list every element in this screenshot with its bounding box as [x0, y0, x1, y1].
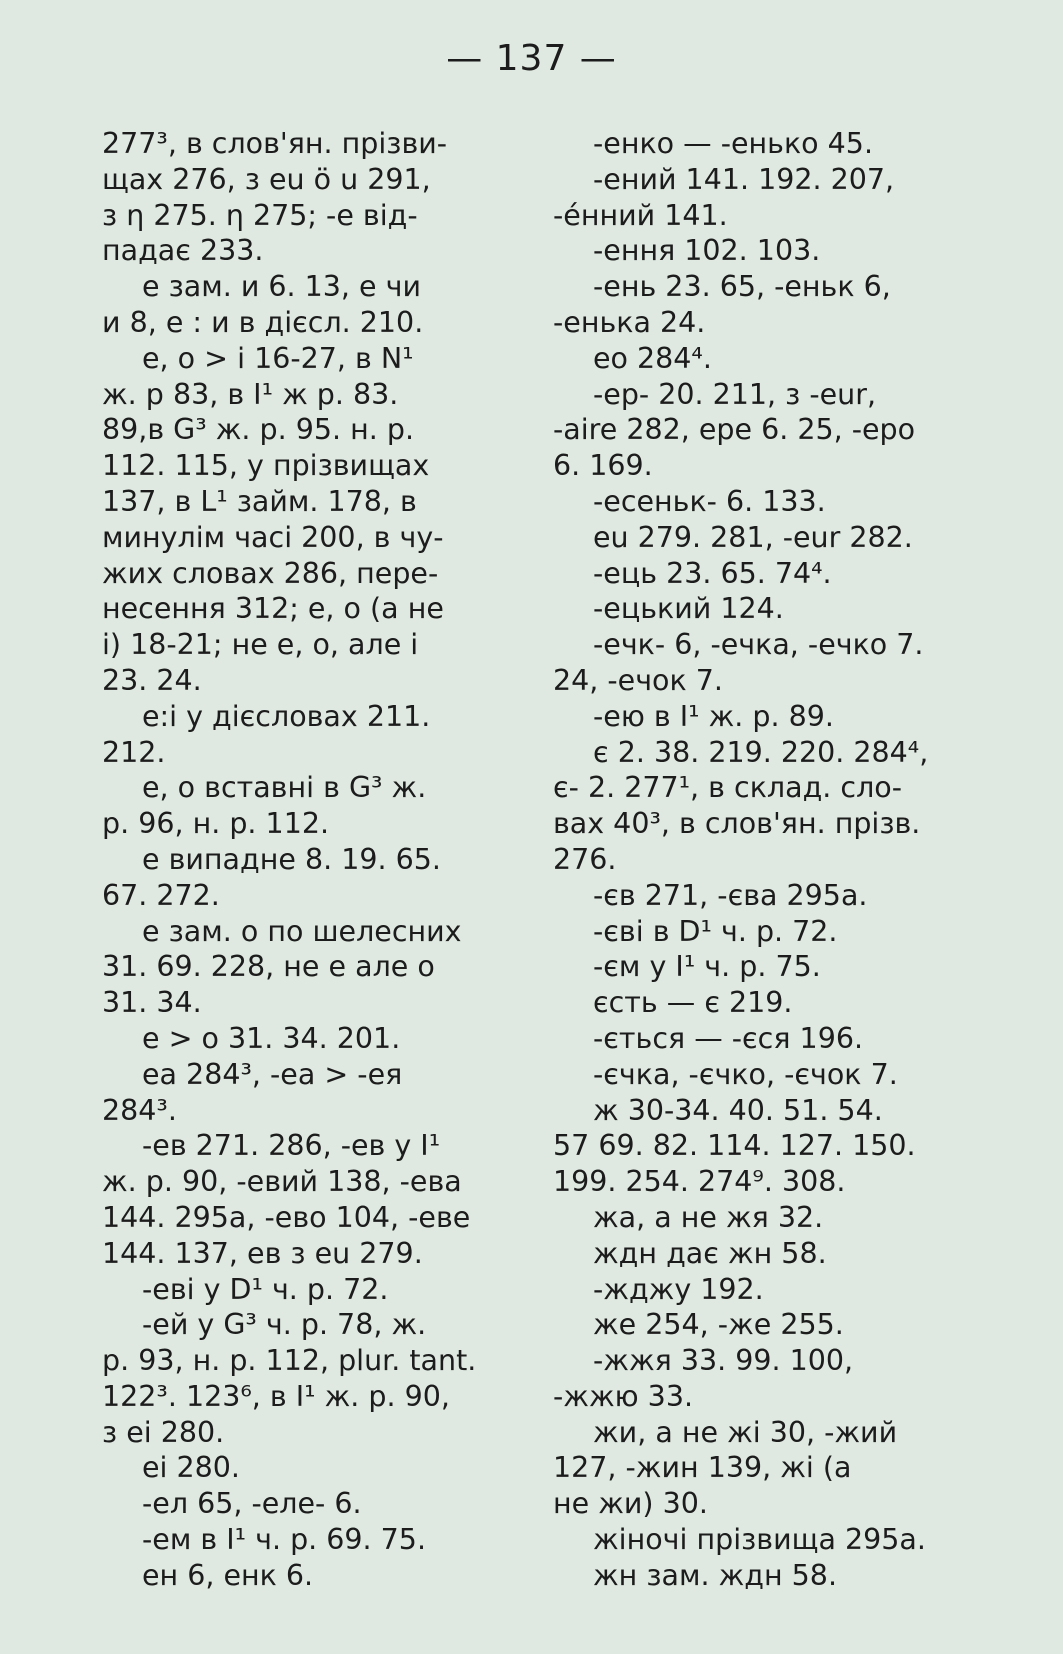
- index-line-left: 212.: [102, 735, 166, 769]
- index-line-left: е:і у дієсловах 211.: [142, 699, 431, 733]
- index-line-left: р. 96, н. р. 112.: [102, 807, 330, 841]
- index-line-left: -ев 271. 286, -ев у I¹: [142, 1129, 441, 1163]
- index-line-left: з η 275. η 275; -e від-: [102, 198, 418, 232]
- index-line-left: и 8, е : и в дієсл. 210.: [102, 305, 424, 339]
- index-line-left: 284³.: [102, 1093, 177, 1127]
- index-line-right: -ець 23. 65. 74⁴.: [593, 556, 832, 590]
- index-line-left: -ей у G³ ч. р. 78, ж.: [142, 1308, 427, 1342]
- index-line-right: -жжю 33.: [553, 1379, 694, 1413]
- index-line-left: ж. р. 90, -евий 138, -ева: [102, 1165, 462, 1199]
- index-line-left: 137, в L¹ займ. 178, в: [102, 484, 417, 518]
- index-line-right: ждн дає жн 58.: [593, 1236, 827, 1270]
- index-line-left: еі 280.: [142, 1451, 240, 1485]
- index-line-left: ж. р 83, в I¹ ж р. 83.: [102, 377, 399, 411]
- index-line-right: -ється — -єся 196.: [593, 1021, 864, 1055]
- index-line-right: -єчка, -єчко, -єчок 7.: [593, 1057, 898, 1091]
- index-line-right: -єм у I¹ ч. р. 75.: [593, 950, 821, 984]
- index-line-right: жа, а не жя 32.: [593, 1200, 824, 1234]
- index-line-right: є- 2. 277¹, в склад. сло-: [553, 771, 903, 805]
- index-line-left: щах 276, з eu ö u 291,: [102, 162, 431, 196]
- index-line-left: е зам. и 6. 13, е чи: [142, 270, 422, 304]
- index-line-right: ео 284⁴.: [593, 341, 712, 375]
- index-line-left: -ем в I¹ ч. р. 69. 75.: [142, 1523, 426, 1557]
- page-number: — 137 —: [446, 38, 617, 79]
- index-line-left: ен 6, енк 6.: [142, 1558, 314, 1592]
- index-line-left: 122³. 123⁶, в I¹ ж. р. 90,: [102, 1379, 450, 1413]
- index-line-left: жих словах 286, пере-: [102, 556, 439, 590]
- index-line-right: -ер- 20. 211, з -eur,: [593, 377, 877, 411]
- index-line-left: 144. 137, ев з eu 279.: [102, 1236, 423, 1270]
- index-line-left: е, о вставні в G³ ж.: [142, 771, 427, 805]
- index-line-left: е > о 31. 34. 201.: [142, 1021, 401, 1055]
- index-line-right: 57 69. 82. 114. 127. 150.: [553, 1129, 916, 1163]
- index-line-right: 24, -ечок 7.: [553, 663, 723, 697]
- index-line-left: -ел 65, -еле- 6.: [142, 1487, 362, 1521]
- index-line-right: жн зам. ждн 58.: [593, 1558, 838, 1592]
- index-line-right: -єві в D¹ ч. р. 72.: [593, 914, 838, 948]
- index-line-left: несення 312; е, о (а не: [102, 592, 444, 626]
- index-line-left: е випадне 8. 19. 65.: [142, 842, 441, 876]
- index-line-left: еа 284³, -еа > -ея: [142, 1057, 403, 1091]
- index-line-right: єсть — є 219.: [593, 986, 793, 1020]
- index-line-left: -еві у D¹ ч. р. 72.: [142, 1272, 389, 1306]
- index-line-right: -ений 141. 192. 207,: [593, 162, 895, 196]
- index-line-right: ж 30-34. 40. 51. 54.: [593, 1093, 883, 1127]
- index-column-right: [553, 126, 953, 1594]
- index-line-right: -есеньк- 6. 133.: [593, 484, 826, 518]
- index-line-left: 112. 115, у прізвищах: [102, 449, 430, 483]
- index-line-right: не жи) 30.: [553, 1487, 708, 1521]
- index-line-left: 144. 295а, -ево 104, -еве: [102, 1200, 471, 1234]
- index-line-right: -енко — -енько 45.: [593, 127, 874, 160]
- index-line-left: падає 233.: [102, 234, 264, 268]
- index-line-right: -éнний 141.: [553, 198, 728, 232]
- index-line-right: -енька 24.: [553, 305, 706, 339]
- index-line-left: е зам. о по шелесних: [142, 914, 462, 948]
- index-line-right: eu 279. 281, -eur 282.: [593, 520, 913, 554]
- index-line-right: є 2. 38. 219. 220. 284⁴,: [593, 735, 929, 769]
- index-line-right: 127, -жин 139, жі (а: [553, 1451, 852, 1485]
- index-line-right: -ею в I¹ ж. р. 89.: [593, 699, 834, 733]
- index-line-left: минулім часі 200, в чу-: [102, 520, 444, 554]
- index-line-left: 67. 272.: [102, 878, 220, 912]
- index-column-left: [102, 126, 502, 1594]
- index-line-right: 6. 169.: [553, 449, 653, 483]
- index-line-right: 199. 254. 274⁹. 308.: [553, 1165, 846, 1199]
- index-line-left: 31. 34.: [102, 986, 202, 1020]
- index-line-right: -жжя 33. 99. 100,: [593, 1344, 854, 1378]
- index-line-right: жи, а не жі 30, -жий: [593, 1415, 898, 1449]
- index-line-right: -ень 23. 65, -еньк 6,: [593, 270, 891, 304]
- index-line-right: жіночі прізвища 295а.: [593, 1523, 926, 1557]
- index-line-right: же 254, -же 255.: [593, 1308, 844, 1342]
- index-line-left: 31. 69. 228, не е але о: [102, 950, 435, 984]
- index-line-left: р. 93, н. р. 112, plur. tant.: [102, 1344, 477, 1378]
- index-line-right: -ечк- 6, -ечка, -ечко 7.: [593, 628, 924, 662]
- index-line-left: з еі 280.: [102, 1415, 225, 1449]
- index-line-right: -ецький 124.: [593, 592, 784, 626]
- index-line-right: вах 40³, в слов'ян. прізв.: [553, 807, 921, 841]
- index-line-right: -жджу 192.: [593, 1272, 764, 1306]
- index-line-right: 276.: [553, 842, 617, 876]
- index-line-right: -aire 282, ере 6. 25, -еро: [553, 413, 916, 447]
- index-line-right: -ення 102. 103.: [593, 234, 821, 268]
- index-line-left: е, о > і 16-27, в N¹: [142, 341, 414, 375]
- index-line-left: і) 18-21; не е, о, але і: [102, 628, 419, 662]
- index-line-left: 23. 24.: [102, 663, 202, 697]
- index-line-right: -єв 271, -єва 295а.: [593, 878, 868, 912]
- index-line-left: 277³, в слов'ян. прізви-: [102, 127, 448, 160]
- index-line-left: 89,в G³ ж. р. 95. н. р.: [102, 413, 415, 447]
